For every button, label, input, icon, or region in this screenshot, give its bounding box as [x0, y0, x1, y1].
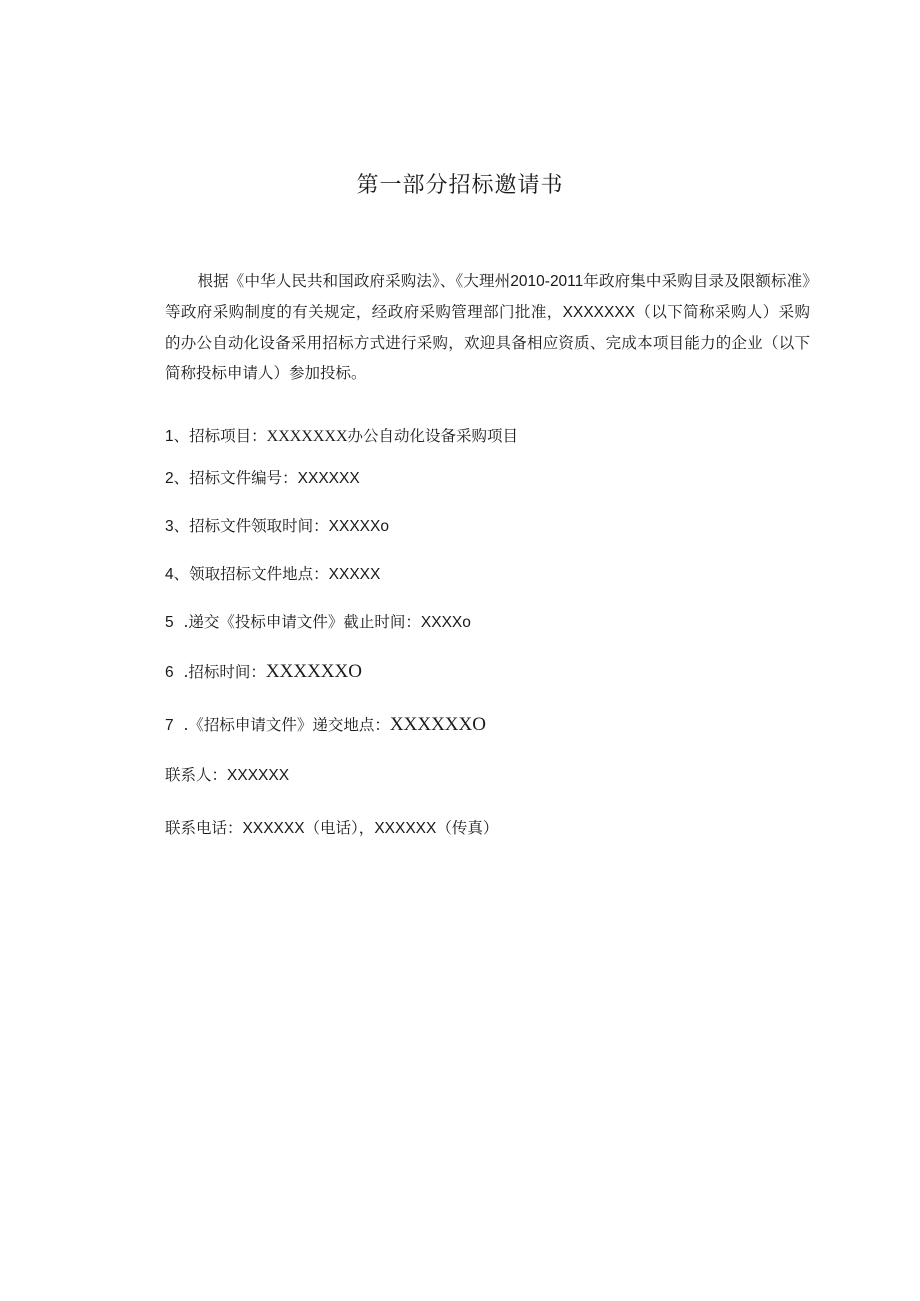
item-number: 5: [165, 614, 174, 631]
item-value: XXXXXo: [328, 518, 389, 535]
item-number: 6: [165, 664, 174, 681]
item-label: 、招标文件编号：: [173, 469, 298, 487]
intro-text-3: （以下简称采购人）采购的办公自动化设备采用招标方式进行采购，欢迎具备相应资质、完成本项目能力的企业（以下简称投标申请人）参加投标。: [165, 303, 810, 382]
item-label: 、招标文件领取时间：: [173, 517, 329, 535]
item-project: [165, 424, 810, 449]
contact-fax-note: （传真）: [436, 819, 499, 837]
item-label: .招标时间：: [173, 663, 266, 681]
item-label: .递交《投标申请文件》截止时间：: [173, 613, 421, 631]
intro-text-1: 根据《中华人民共和国政府采购法》、《大理州: [197, 272, 511, 290]
item-suffix: 办公自动化设备采购项目: [347, 427, 519, 445]
contact-phone-value: XXXXXX: [242, 820, 305, 837]
item-number: 1: [165, 428, 174, 445]
contact-person-label: 联系人：: [165, 766, 228, 784]
item-document-number: [165, 466, 810, 491]
item-number: 2: [165, 470, 174, 487]
contact-person-value: XXXXXX: [227, 767, 290, 784]
contact-phone-label: 联系电话：: [165, 819, 243, 837]
item-collection-time: [165, 514, 810, 539]
contact-person: [165, 763, 810, 788]
item-value: XXXXo: [420, 614, 471, 631]
item-label: .《招标申请文件》递交地点：: [173, 716, 390, 734]
item-submission-deadline: [165, 610, 810, 635]
item-number: 7: [165, 717, 174, 734]
intro-purchaser-placeholder: XXXXXXX: [562, 304, 636, 321]
item-value: XXXXXXX: [266, 428, 348, 445]
intro-year-range: 2010-2011: [510, 273, 584, 290]
item-value: XXXXXX: [297, 470, 360, 487]
item-label: 、领取招标文件地点：: [173, 565, 329, 583]
item-value: XXXXXXO: [389, 714, 486, 735]
item-value: XXXXX: [328, 566, 381, 583]
contact-phone: [165, 816, 810, 841]
page-title: 第一部分招标邀请书: [356, 173, 564, 198]
item-submission-location: [165, 713, 810, 738]
item-value: XXXXXXO: [265, 661, 362, 682]
intro-paragraph: [165, 266, 810, 388]
item-bidding-time: [165, 660, 810, 685]
item-number: 4: [165, 566, 174, 583]
item-number: 3: [165, 518, 174, 535]
intro-text-2: 年政府集中采购目录及限额标准》等政府采购制度的有关规定，经政府采购管理部门批准，: [165, 272, 810, 321]
contact-phone-note: （电话），: [304, 819, 375, 837]
contact-fax-value: XXXXXX: [374, 820, 437, 837]
item-collection-location: [165, 562, 810, 587]
item-label: 、招标项目：: [173, 427, 267, 445]
